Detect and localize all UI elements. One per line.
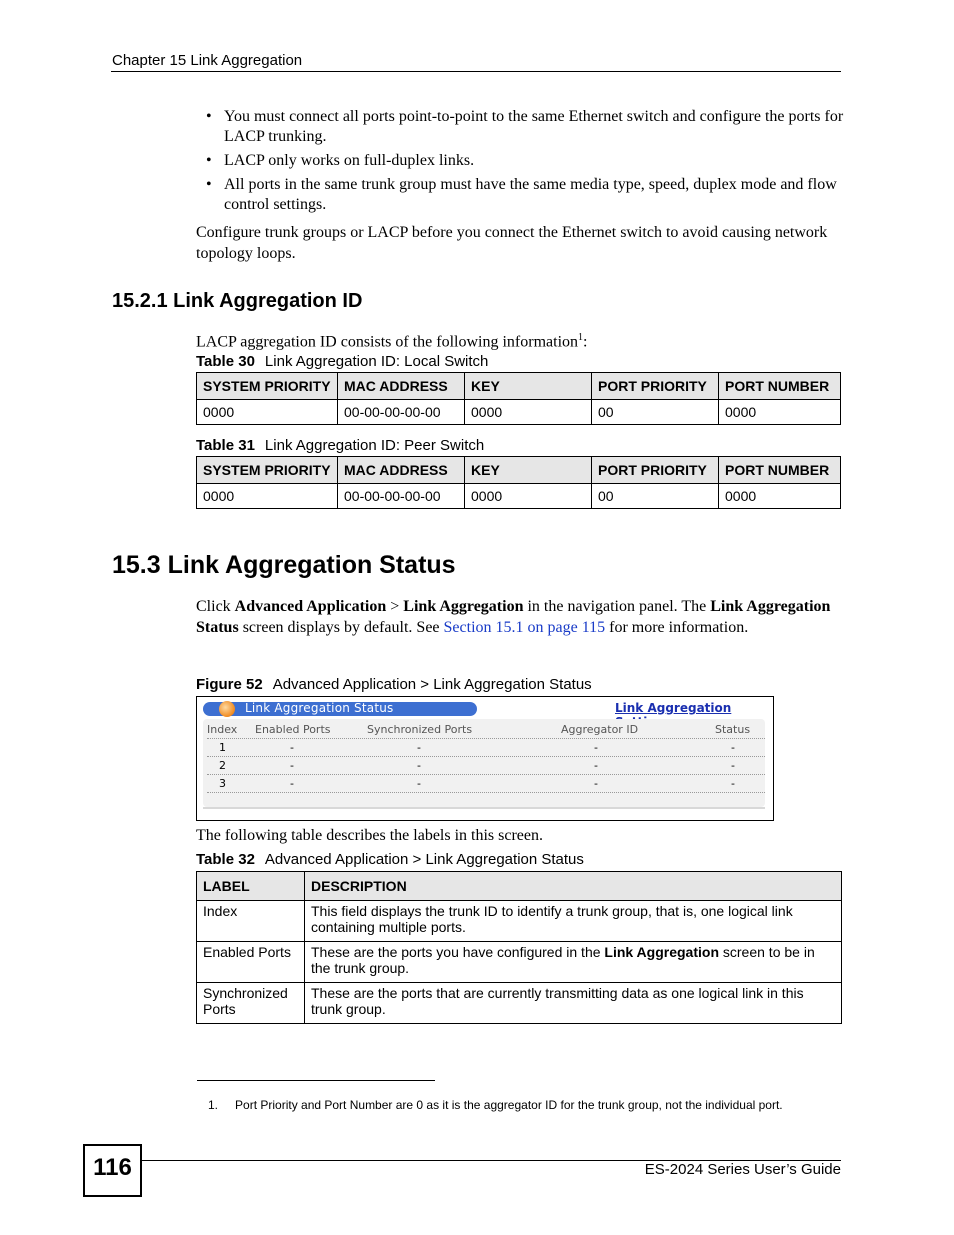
text-run: These are the ports you have configured in the — [311, 944, 605, 960]
list-item-text: LACP only works on full-duplex links. — [224, 152, 475, 169]
table-31-number: Table 31 — [196, 437, 255, 454]
table-row — [197, 484, 841, 509]
status-intro-paragraph — [196, 596, 836, 638]
column-header-index: Index — [207, 723, 238, 736]
running-header: Chapter 15 Link Aggregation — [112, 52, 303, 69]
section-15-1-link[interactable]: Section 15.1 on page 115 — [443, 619, 606, 636]
row-status: - — [731, 777, 735, 790]
footnote-number: 1. — [208, 1098, 219, 1112]
column-header: MAC ADDRESS — [338, 457, 465, 484]
list-item-text: All ports in the same trunk group must have the same media type, speed, duplex mode and flow control settings. — [224, 176, 837, 213]
bold-run: Link Aggregation — [604, 944, 719, 960]
table-30 — [196, 372, 841, 425]
section-heading-15-2-1: 15.2.1 Link Aggregation ID — [112, 290, 363, 312]
list-item: • You must connect all ports point-to-point to the same Ethernet switch and configure the ports for LACP trunking. — [206, 108, 844, 145]
table-31-title: Link Aggregation ID: Peer Switch — [264, 437, 485, 454]
list-item-text: You must connect all ports point-to-point to the same Ethernet switch and configure the ports for LACP trunking. — [224, 108, 844, 145]
bold-run: Link Aggregation — [403, 598, 524, 615]
table-30-title: Link Aggregation ID: Local Switch — [264, 353, 489, 370]
table-cell: 0000 — [197, 400, 338, 425]
column-header-synchronized-ports: Synchronized Ports — [367, 723, 473, 736]
table-header-row — [197, 457, 841, 484]
figure-52-title: Advanced Application > Link Aggregation Status — [272, 676, 592, 693]
row-aggregator-id: - — [594, 759, 598, 772]
row-aggregator-id: - — [594, 741, 598, 754]
lacp-paragraph — [196, 327, 587, 352]
footnote — [208, 1098, 783, 1112]
row-divider — [207, 756, 765, 757]
table-30-caption — [196, 353, 488, 370]
lacp-paragraph-text: LACP aggregation ID consists of the following information — [196, 333, 579, 351]
row-synchronized-ports: - — [417, 741, 421, 754]
column-header: DESCRIPTION — [305, 872, 842, 901]
description-cell — [305, 942, 842, 983]
description-cell: These are the ports that are currently transmitting data as one logical link in this trunk group. — [305, 983, 842, 1024]
text-run: Click — [196, 598, 235, 615]
column-header-enabled-ports: Enabled Ports — [255, 723, 331, 736]
row-status: - — [731, 741, 735, 754]
row-index: 1 — [219, 741, 226, 754]
row-synchronized-ports: - — [417, 759, 421, 772]
row-index: 3 — [219, 777, 226, 790]
header-rule — [111, 71, 841, 72]
table-30-number: Table 30 — [196, 353, 255, 370]
text-run: for more information. — [605, 619, 749, 636]
column-header-aggregator-id: Aggregator ID — [561, 723, 639, 736]
column-header: KEY — [465, 373, 592, 400]
table-cell: 0000 — [465, 484, 592, 509]
column-header: LABEL — [197, 872, 305, 901]
table-32-caption — [196, 851, 584, 868]
table-cell: 0000 — [465, 400, 592, 425]
list-item: • All ports in the same trunk group must have the same media type, speed, duplex mode and flow control settings. — [206, 176, 837, 213]
panel-bottom-bar — [203, 807, 765, 809]
table-cell: 00 — [592, 400, 719, 425]
row-enabled-ports: - — [290, 741, 294, 754]
list-item: • LACP only works on full-duplex links. — [206, 152, 475, 169]
label-cell: Index — [197, 901, 305, 942]
table-cell: 0000 — [719, 400, 841, 425]
row-status: - — [731, 759, 735, 772]
table-row — [197, 942, 842, 983]
table-cell: 0000 — [197, 484, 338, 509]
table-cell: 00-00-00-00-00 — [338, 400, 465, 425]
section-heading-15-3: 15.3 Link Aggregation Status — [112, 551, 456, 579]
figure-52-screenshot — [196, 696, 774, 821]
text-run: screen to be in the trunk group. — [311, 944, 815, 976]
screen-title: Link Aggregation Status — [245, 701, 394, 715]
row-divider — [207, 774, 765, 775]
table-header-row — [197, 872, 842, 901]
row-divider — [207, 792, 765, 793]
table-32-title: Advanced Application > Link Aggregation Status — [264, 851, 584, 868]
column-header: KEY — [465, 457, 592, 484]
bold-run: Link Aggregation Status — [196, 598, 831, 636]
row-enabled-ports: - — [290, 759, 294, 772]
figure-52-caption — [196, 676, 592, 693]
column-header: PORT NUMBER — [719, 373, 841, 400]
column-header: MAC ADDRESS — [338, 373, 465, 400]
text-run: in the navigation panel. The — [523, 598, 711, 615]
column-header: SYSTEM PRIORITY — [197, 373, 338, 400]
footnote-rule — [197, 1080, 435, 1081]
table-32 — [196, 871, 842, 1024]
description-cell: This field displays the trunk ID to identify a trunk group, that is, one logical link containing multiple ports. — [305, 901, 842, 942]
guide-title: ES-2024 Series User’s Guide — [644, 1161, 841, 1178]
page-number-box — [83, 1144, 142, 1197]
row-divider — [207, 738, 765, 739]
label-cell: Enabled Ports — [197, 942, 305, 983]
column-header: PORT PRIORITY — [592, 457, 719, 484]
footnote-ref[interactable]: 1 — [578, 332, 584, 343]
page-number: 116 — [93, 1154, 132, 1181]
table-row — [197, 901, 842, 942]
intro-paragraph: Configure trunk groups or LACP before you connect the Ethernet switch to avoid causing network topology loops. — [196, 224, 828, 262]
link-aggregation-setting-link[interactable]: Link Aggregation — [615, 701, 732, 715]
column-header: PORT PRIORITY — [592, 373, 719, 400]
column-header-status: Status — [715, 723, 751, 736]
row-aggregator-id: - — [594, 777, 598, 790]
column-header: PORT NUMBER — [719, 457, 841, 484]
lacp-paragraph-end: : — [583, 333, 588, 351]
text-run: > — [386, 598, 404, 615]
table-31-caption — [196, 437, 484, 454]
bold-run: Advanced Application — [234, 598, 387, 615]
status-orb-icon — [219, 701, 235, 717]
label-cell: Synchronized Ports — [197, 983, 305, 1024]
table-cell: 0000 — [719, 484, 841, 509]
table-cell: 00-00-00-00-00 — [338, 484, 465, 509]
footnote-text: Port Priority and Port Number are 0 as it is the aggregator ID for the trunk group, not the individual port. — [235, 1098, 783, 1112]
figure-52-number: Figure 52 — [196, 676, 263, 693]
row-enabled-ports: - — [290, 777, 294, 790]
table-header-row — [197, 373, 841, 400]
table-32-number: Table 32 — [196, 851, 255, 868]
table-31 — [196, 456, 841, 509]
row-synchronized-ports: - — [417, 777, 421, 790]
table-row — [197, 400, 841, 425]
column-header: SYSTEM PRIORITY — [197, 457, 338, 484]
requirements-list — [196, 107, 844, 219]
table-cell: 00 — [592, 484, 719, 509]
table-row — [197, 983, 842, 1024]
following-table-paragraph: The following table describes the labels in this screen. — [196, 827, 544, 844]
row-index: 2 — [219, 759, 226, 772]
text-run: screen displays by default. See — [238, 619, 444, 636]
